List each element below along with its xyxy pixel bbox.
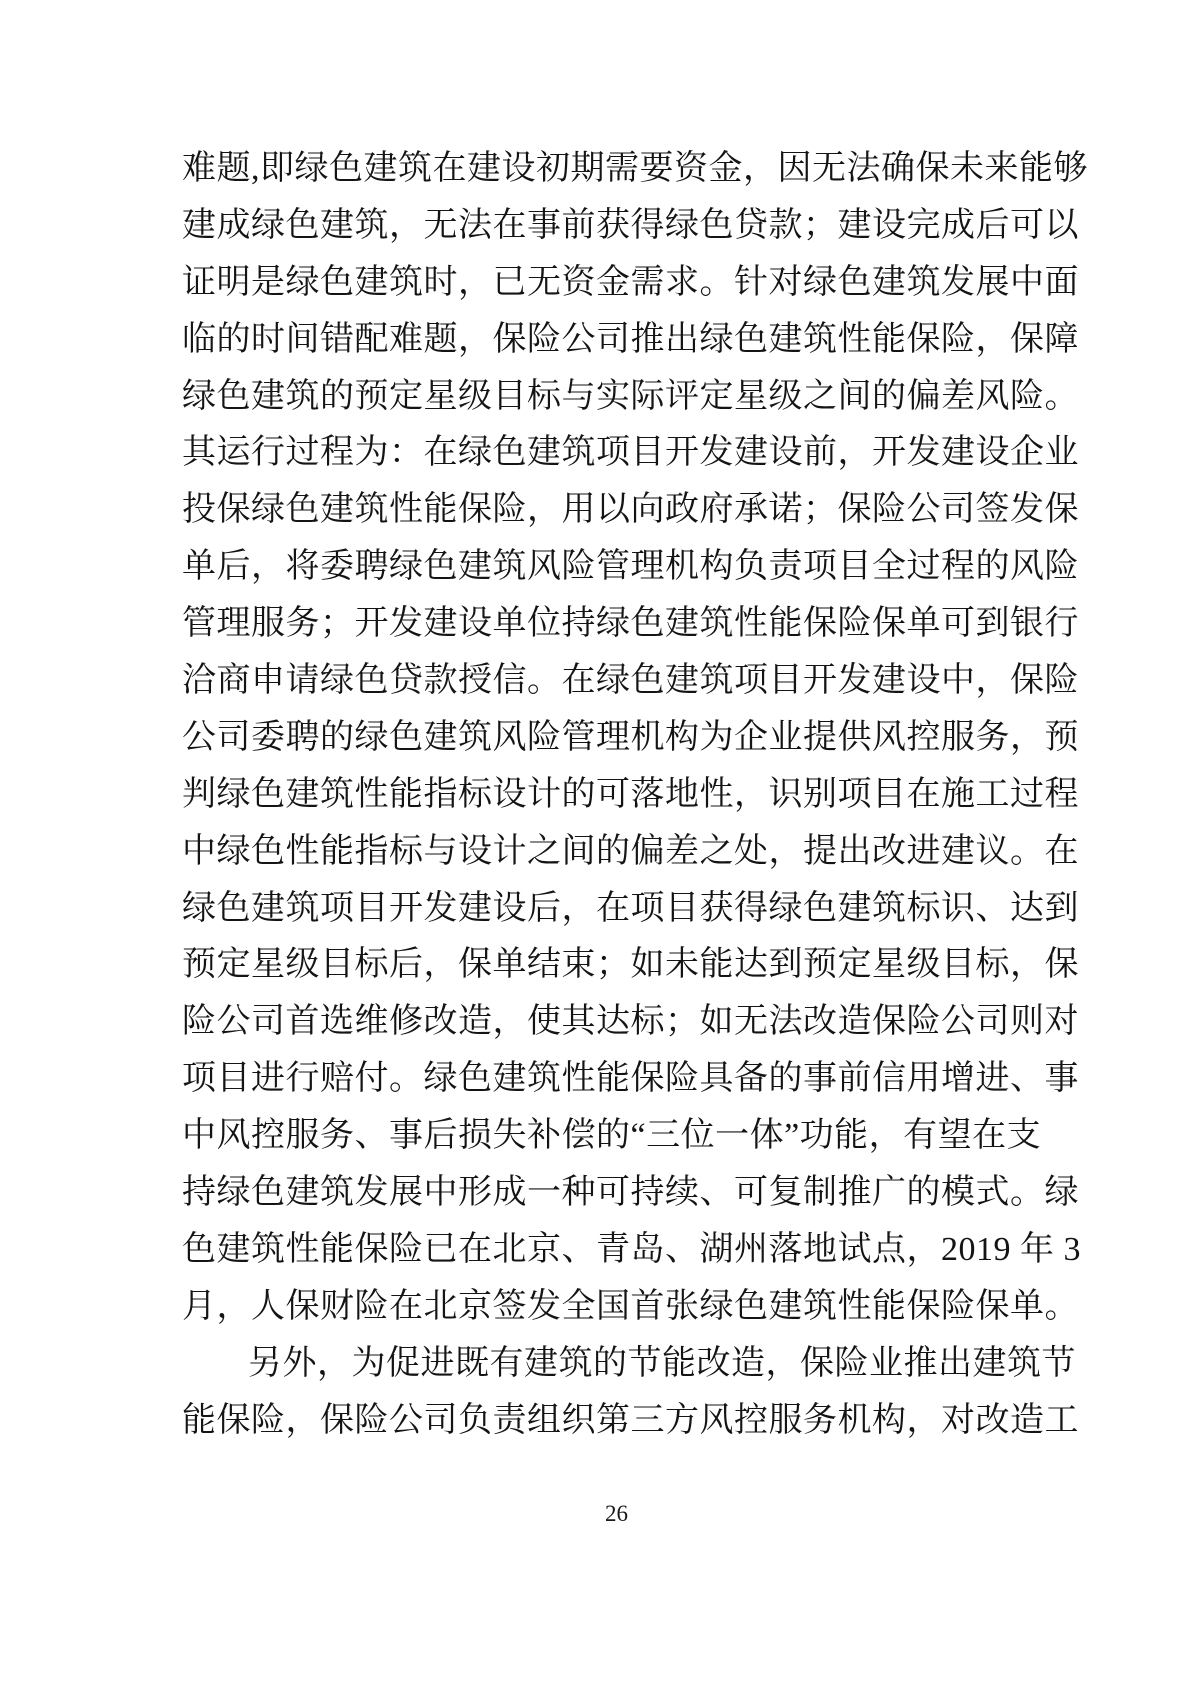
text-line: 判绿色建筑性能指标设计的可落地性，识别项目在施工过程 [182, 775, 1079, 813]
text-line: 中风控服务、事后损失补偿的“三位一体”功能，有望在支 [182, 1117, 1042, 1155]
text-line: 建成绿色建筑，无法在事前获得绿色贷款；建设完成后可以 [182, 206, 1079, 244]
body-text [182, 141, 1088, 1449]
text-line: 绿色建筑的预定星级目标与实际评定星级之间的偏差风险。 [182, 377, 1079, 415]
text-line: 中绿色性能指标与设计之间的偏差之处，提出改进建议。在 [182, 832, 1079, 870]
text-line: 投保绿色建筑性能保险，用以向政府承诺；保险公司签发保 [182, 491, 1079, 529]
text-line: 项目进行赔付。绿色建筑性能保险具备的事前信用增进、事 [182, 1060, 1079, 1098]
text-line: 临的时间错配难题，保险公司推出绿色建筑性能保险，保障 [182, 320, 1079, 358]
text-line: 单后，将委聘绿色建筑风险管理机构负责项目全过程的风险 [182, 548, 1079, 586]
text-line: 公司委聘的绿色建筑风险管理机构为企业提供风控服务，预 [182, 718, 1079, 756]
text-line: 证明是绿色建筑时，已无资金需求。针对绿色建筑发展中面 [182, 263, 1079, 301]
text-line: 色建筑性能保险已在北京、青岛、湖州落地试点，2019 年 3 [182, 1230, 1081, 1268]
text-line: 绿色建筑项目开发建设后，在项目获得绿色建筑标识、达到 [182, 889, 1079, 927]
text-line: 另外，为促进既有建筑的节能改造，保险业推出建筑节 [248, 1344, 1076, 1382]
text-line: 月，人保财险在北京签发全国首张绿色建筑性能保险保单。 [182, 1287, 1079, 1325]
text-line: 管理服务；开发建设单位持绿色建筑性能保险保单可到银行 [182, 605, 1079, 643]
page-number: 26 [605, 1501, 628, 1526]
text-line: 难题,即绿色建筑在建设初期需要资金，因无法确保未来能够 [182, 150, 1088, 187]
text-line: 能保险，保险公司负责组织第三方风控服务机构，对改造工 [182, 1401, 1079, 1439]
text-line: 洽商申请绿色贷款授信。在绿色建筑项目开发建设中，保险 [182, 662, 1079, 700]
text-line: 险公司首选维修改造，使其达标；如无法改造保险公司则对 [182, 1003, 1079, 1041]
text-line: 预定星级目标后，保单结束；如未能达到预定星级目标，保 [182, 946, 1079, 984]
text-line: 持绿色建筑发展中形成一种可持续、可复制推广的模式。绿 [182, 1174, 1079, 1212]
text-line: 其运行过程为：在绿色建筑项目开发建设前，开发建设企业 [182, 434, 1079, 472]
